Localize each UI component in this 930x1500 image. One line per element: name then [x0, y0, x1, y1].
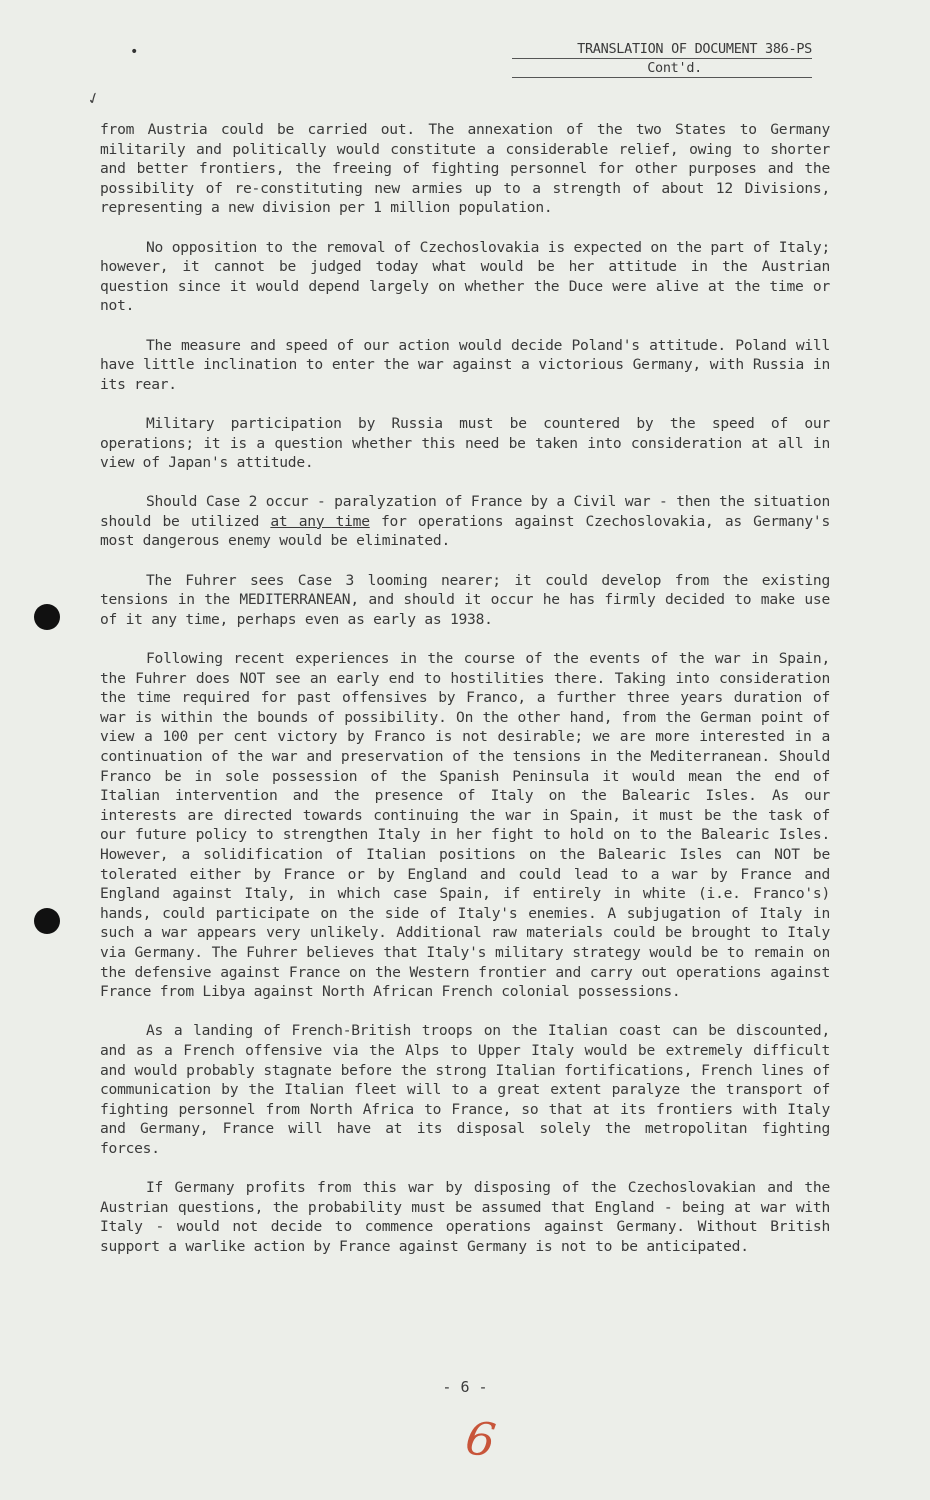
- paragraph-england-position: If Germany profits from this war by disposing of the Czechoslovakian and the Austrian questions, the probability must be assumed that England - being at war with Italy - would not decide to commence operations against Germany. Without British support a warlike action by France against Germany is not to be anticipated.: [100, 1179, 830, 1255]
- document-body: [100, 120, 830, 1276]
- paragraph-french-british-landing: As a landing of French-British troops on the Italian coast can be discounted, and as a French offensive via the Alps to Upper Italy would be extremely difficult and would probably stagnate before the strong Italian fortifications, French lines of communication by the Italian fleet will to a great extent paralyze the transport of fighting personnel from North Africa to France, so that at its frontiers with Italy and Germany, France will have at its disposal solely the metropolitan fighting forces.: [100, 1022, 830, 1157]
- case-2-text-before: Should Case 2 occur - paralyzation of France by a Civil war - then the situation should be utilized: [100, 493, 830, 530]
- paragraph-russia-participation: Military participation by Russia must be countered by the speed of our operations; it is a question whether this need be taken into consideration at all in view of Japan's attitude.: [100, 414, 830, 472]
- header-continued: Cont'd.: [512, 59, 812, 78]
- document-header: [512, 40, 812, 78]
- case-2-text-after: for operations against Czechoslovakia, as Germany's most dangerous enemy would be eliminated.: [100, 512, 830, 550]
- paragraph-case-2: [100, 492, 830, 551]
- handwritten-page-number: 6: [462, 1410, 499, 1468]
- paragraph-austria-annexation: from Austria could be carried out. The annexation of the two States to Germany militarily and politically would constitute a considerable relief, owing to shorter and better frontiers, the freeing of fighting personnel for other purposes and the possibility of re-constituting new armies up to a strength of about 12 Divisions, representing a new division per 1 million population.: [100, 121, 830, 217]
- paragraph-case-3: The Fuhrer sees Case 3 looming nearer; it could develop from the existing tensions in the MEDITERRANEAN, and should it occur he has firmly decided to make use of it any time, perhaps even as early as 1938.: [100, 571, 830, 628]
- punch-hole-top: [34, 604, 60, 630]
- check-mark: ✓: [84, 86, 103, 111]
- punch-hole-bottom: [34, 908, 60, 934]
- dot-mark: •: [130, 44, 139, 60]
- case-2-underlined-text: at any time: [270, 512, 370, 530]
- paragraph-italy-opposition: No opposition to the removal of Czechoslovakia is expected on the part of Italy; however, it cannot be judged today what would be her attitude in the Austrian question since it would depend largely on whether the Duce were alive at the time or not.: [100, 238, 830, 315]
- page-number: - 6 -: [442, 1378, 488, 1396]
- paragraph-poland-attitude: The measure and speed of our action would decide Poland's attitude. Poland will have little inclination to enter the war against a victorious Germany, with Russia in its rear.: [100, 336, 830, 393]
- paragraph-spain-war: Following recent experiences in the course of the events of the war in Spain, the Fuhrer does NOT see an early end to hostilities there. Taking into consideration the time required for past offensives by Franco, a further three years duration of war is within the bounds of possibility. On the other hand, from the German point of view a 100 per cent victory by Franco is not desirable; we are more interested in a continuation of the war and preservation of the tensions in the Mediterranean. Should Franco be in sole possession of the Spanish Peninsula it would mean the end of Italian intervention and the presence of Italy on the Balearic Isles. As our interests are directed towards continuing the war in Spain, it must be the task of our future policy to strengthen Italy in her fight to hold on to the Balearic Isles. However, a solidification of Italian positions on the Balearic Isles can NOT be tolerated either by France or by England and could lead to a war by France and England against Italy, in which case Spain, if entirely in white (i.e. Franco's) hands, could participate on the side of Italy's enemies. A subjugation of Italy in such a war appears very unlikely. Additional raw materials could be brought to Italy via Germany. The Fuhrer believes that Italy's military strategy would be to remain on the defensive against France on the Western frontier and carry out operations against France from Libya against North African French colonial possessions.: [100, 650, 830, 1001]
- header-title: TRANSLATION OF DOCUMENT 386-PS: [512, 40, 812, 59]
